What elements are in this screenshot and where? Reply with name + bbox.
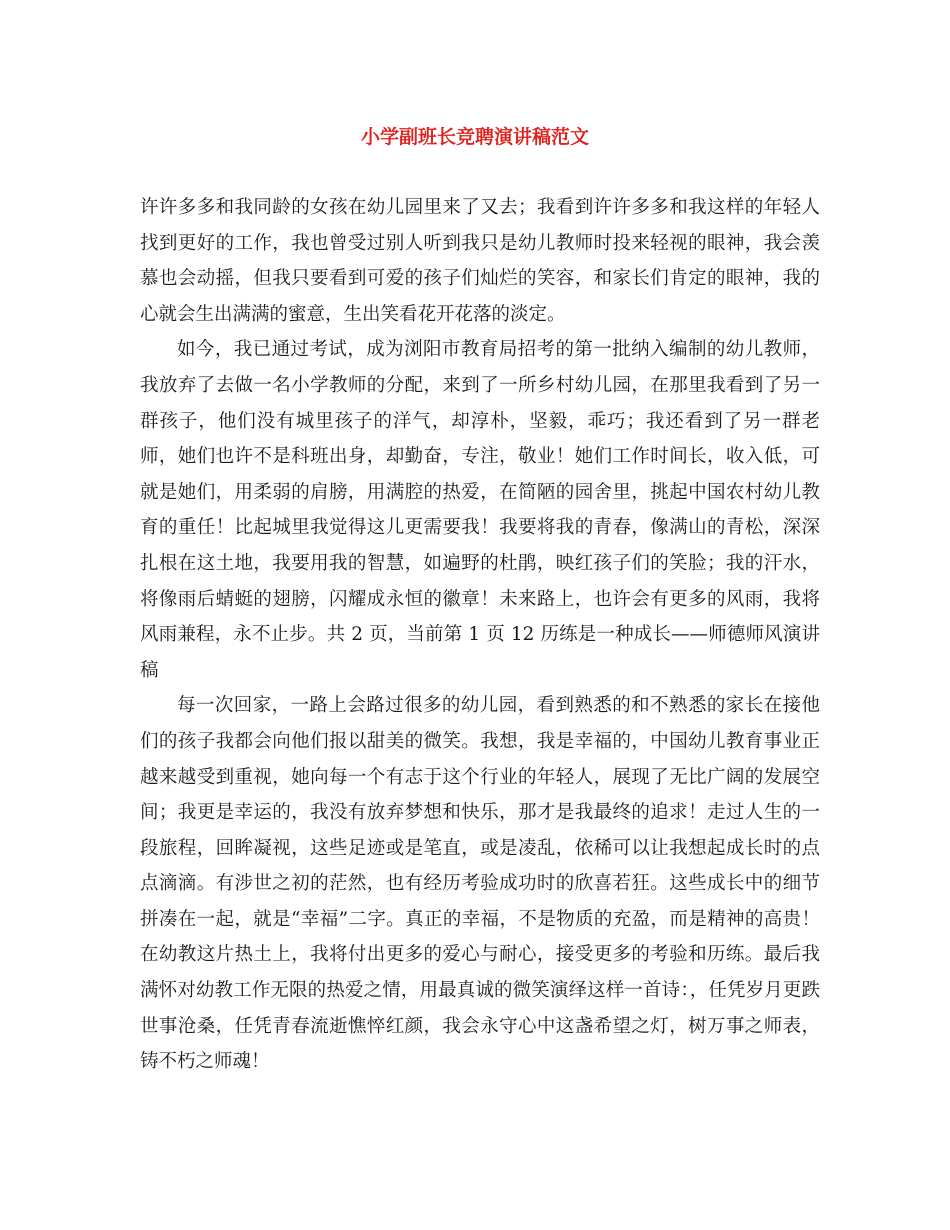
paragraph-1: 许许多多和我同龄的女孩在幼儿园里来了又去；我看到许许多多和我这样的年轻人找到更好的工作，我也曾受过别人听到我只是幼儿教师时投来轻视的眼神，我会羡慕也会动摇，但我只要看到可爱的孩子们灿烂的笑容，和家长们肯定的眼神，我的心就会生出满满的蜜意，生出笑看花开花落的淡定。 <box>140 197 820 325</box>
paragraph-2: 如今，我已通过考试，成为浏阳市教育局招考的第一批纳入编制的幼儿教师，我放弃了去做一名小学教师的分配，来到了一所乡村幼儿园，在那里我看到了另一群孩子，他们没有城里孩子的洋气，却淳朴，坚毅，乖巧；我还看到了另一群老师，她们也许不是科班出身，却勤奋，专注，敬业！她们工作时间长，收入低，可就是她们，用柔弱的肩膀，用满腔的热爱，在简陋的园舍里，挑起中国农村幼儿教育的重任！比起城里我觉得这儿更需要我！我要将我的青春，像满山的青松，深深扎根在这土地，我要用我的智慧，如遍野的杜鹃，映红孩子们的笑脸；我的汗水，将像雨后蜻蜓的翅膀，闪耀成永恒的徽章！未来路上，也许会有更多的风雨，我将风雨兼程，永不止步。共 2 页，当前第 1 页 12 历练是一种成长——师德师风演讲稿 <box>140 339 820 681</box>
document-title: 小学副班长竞聘演讲稿范文 <box>360 126 589 148</box>
document-body <box>140 190 820 1080</box>
paragraph-3: 每一次回家，一路上会路过很多的幼儿园，看到熟悉的和不熟悉的家长在接他们的孩子我都会向他们报以甜美的微笑。我想，我是幸福的，中国幼儿教育事业正越来越受到重视，她向每一个有志于这个行业的年轻人，展现了无比广阔的发展空间；我更是幸运的，我没有放弃梦想和快乐，那才是我最终的追求！走过人生的一段旅程，回眸凝视，这些足迹或是笔直，或是凌乱，依稀可以让我想起成长时的点点滴滴。有涉世之初的茫然，也有经历考验成功时的欣喜若狂。这些成长中的细节拼凑在一起，就是“幸福”二字。真正的幸福，不是物质的充盈，而是精神的高贵！在幼教这片热土上，我将付出更多的爱心与耐心，接受更多的考验和历练。最后我满怀对幼教工作无限的热爱之情，用最真诚的微笑演绎这样一首诗：，任凭岁月更跌世事沧桑，任凭青春流逝憔悴红颜，我会永守心中这盏希望之灯，树万事之师表，铸不朽之师魂！ <box>140 695 820 1073</box>
